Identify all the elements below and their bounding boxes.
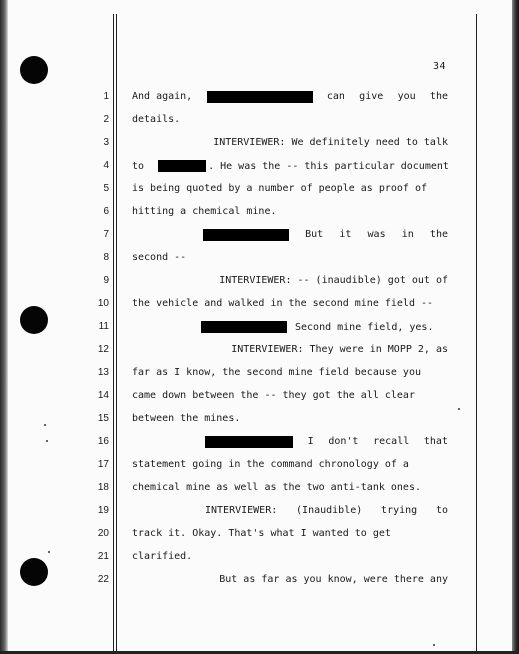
- transcript-line-8: second --: [132, 252, 187, 263]
- line-text: in: [401, 229, 414, 240]
- line-text: you: [397, 91, 416, 102]
- line-text: the: [429, 229, 448, 240]
- redaction-bar: [205, 436, 293, 448]
- line-text: I: [307, 436, 314, 447]
- line-number: 15: [97, 413, 109, 424]
- scan-speck: [44, 424, 46, 426]
- line-number: 22: [97, 574, 109, 585]
- line-text: INTERVIEWER:: [205, 505, 278, 516]
- line-text: was: [367, 229, 386, 240]
- transcript-line-22: But as far as you know, were there any: [219, 574, 448, 585]
- line-text: the: [429, 91, 448, 102]
- page-number: 34: [433, 61, 447, 72]
- transcript-line-10: the vehicle and walked in the second mine field --: [132, 298, 434, 309]
- transcript-line-12: INTERVIEWER: They were in MOPP 2, as: [231, 344, 448, 355]
- transcript-line-1: [132, 91, 448, 103]
- line-number: 16: [97, 436, 109, 447]
- margin-rule-left-inner: [116, 14, 117, 654]
- transcript-line-7: [203, 229, 448, 241]
- line-text: trying: [381, 505, 418, 516]
- transcript-line-2: details.: [132, 114, 181, 125]
- transcript-line-13: far as I know, the second mine field because you: [132, 367, 421, 378]
- line-number: 5: [103, 183, 109, 194]
- line-text: (Inaudible): [296, 505, 363, 516]
- transcript-line-21: clarified.: [132, 551, 193, 562]
- transcript-line-20: track it. Okay. That's what I wanted to get: [132, 528, 391, 539]
- redaction-bar: [203, 229, 289, 241]
- margin-rule-right: [476, 14, 477, 654]
- line-text: give: [359, 91, 384, 102]
- line-number: 6: [103, 206, 109, 217]
- scan-edge-left: [0, 0, 8, 654]
- line-number: 11: [98, 321, 109, 332]
- punch-hole-top: [20, 56, 48, 84]
- line-text: recall: [373, 436, 410, 447]
- line-text: But: [305, 229, 324, 240]
- line-number: 18: [97, 482, 109, 493]
- scan-speck: [433, 644, 435, 646]
- scan-speck: [46, 440, 48, 442]
- transcript-line-19: [205, 505, 448, 517]
- line-number: 21: [97, 551, 109, 562]
- redaction-bar: [201, 321, 287, 333]
- line-text: don't: [328, 436, 359, 447]
- scan-edge-right: [512, 0, 519, 654]
- line-number: 13: [97, 367, 109, 378]
- line-number: 4: [103, 160, 109, 171]
- transcript-line-14: came down between the -- they got the all clear: [132, 390, 415, 401]
- line-text: that: [423, 436, 448, 447]
- line-text: Second mine field, yes.: [295, 322, 434, 333]
- line-text: . He was the -- this particular document: [208, 161, 449, 172]
- scan-speck: [458, 408, 460, 410]
- transcript-line-4: [132, 160, 448, 173]
- redaction-bar: [207, 91, 313, 103]
- line-text: it: [339, 229, 352, 240]
- line-number: 8: [103, 252, 109, 263]
- line-number: 12: [97, 344, 109, 355]
- line-number: 10: [97, 298, 109, 309]
- line-number: 7: [103, 229, 109, 240]
- line-text: to: [435, 505, 448, 516]
- transcript-line-6: hitting a chemical mine.: [132, 206, 277, 217]
- transcript-line-17: statement going in the command chronology of a: [132, 459, 409, 470]
- transcript-line-15: between the mines.: [132, 413, 241, 424]
- margin-rule-left-outer: [113, 14, 114, 654]
- transcript-line-18: chemical mine as well as the two anti-tank ones.: [132, 482, 421, 493]
- line-number: 17: [97, 459, 109, 470]
- scan-speck: [48, 551, 50, 553]
- transcript-line-5: is being quoted by a number of people as proof of: [132, 183, 428, 194]
- line-text: can: [326, 91, 345, 102]
- punch-hole-bottom: [20, 558, 48, 586]
- line-text: And again,: [132, 91, 193, 102]
- redaction-bar: [158, 160, 206, 172]
- line-number: 9: [103, 275, 109, 286]
- punch-hole-middle: [20, 306, 48, 334]
- line-number: 3: [103, 137, 109, 148]
- line-number: 2: [103, 114, 109, 125]
- line-text: to: [132, 161, 145, 172]
- line-number: 20: [97, 528, 109, 539]
- transcript-line-16: [205, 436, 448, 448]
- transcript-line-11: [201, 321, 441, 334]
- transcript-line-9: INTERVIEWER: -- (inaudible) got out of: [219, 275, 448, 286]
- line-number: 19: [97, 505, 109, 516]
- line-number: 14: [97, 390, 109, 401]
- transcript-line-3: INTERVIEWER: We definitely need to talk: [213, 137, 448, 148]
- line-number: 1: [103, 91, 109, 102]
